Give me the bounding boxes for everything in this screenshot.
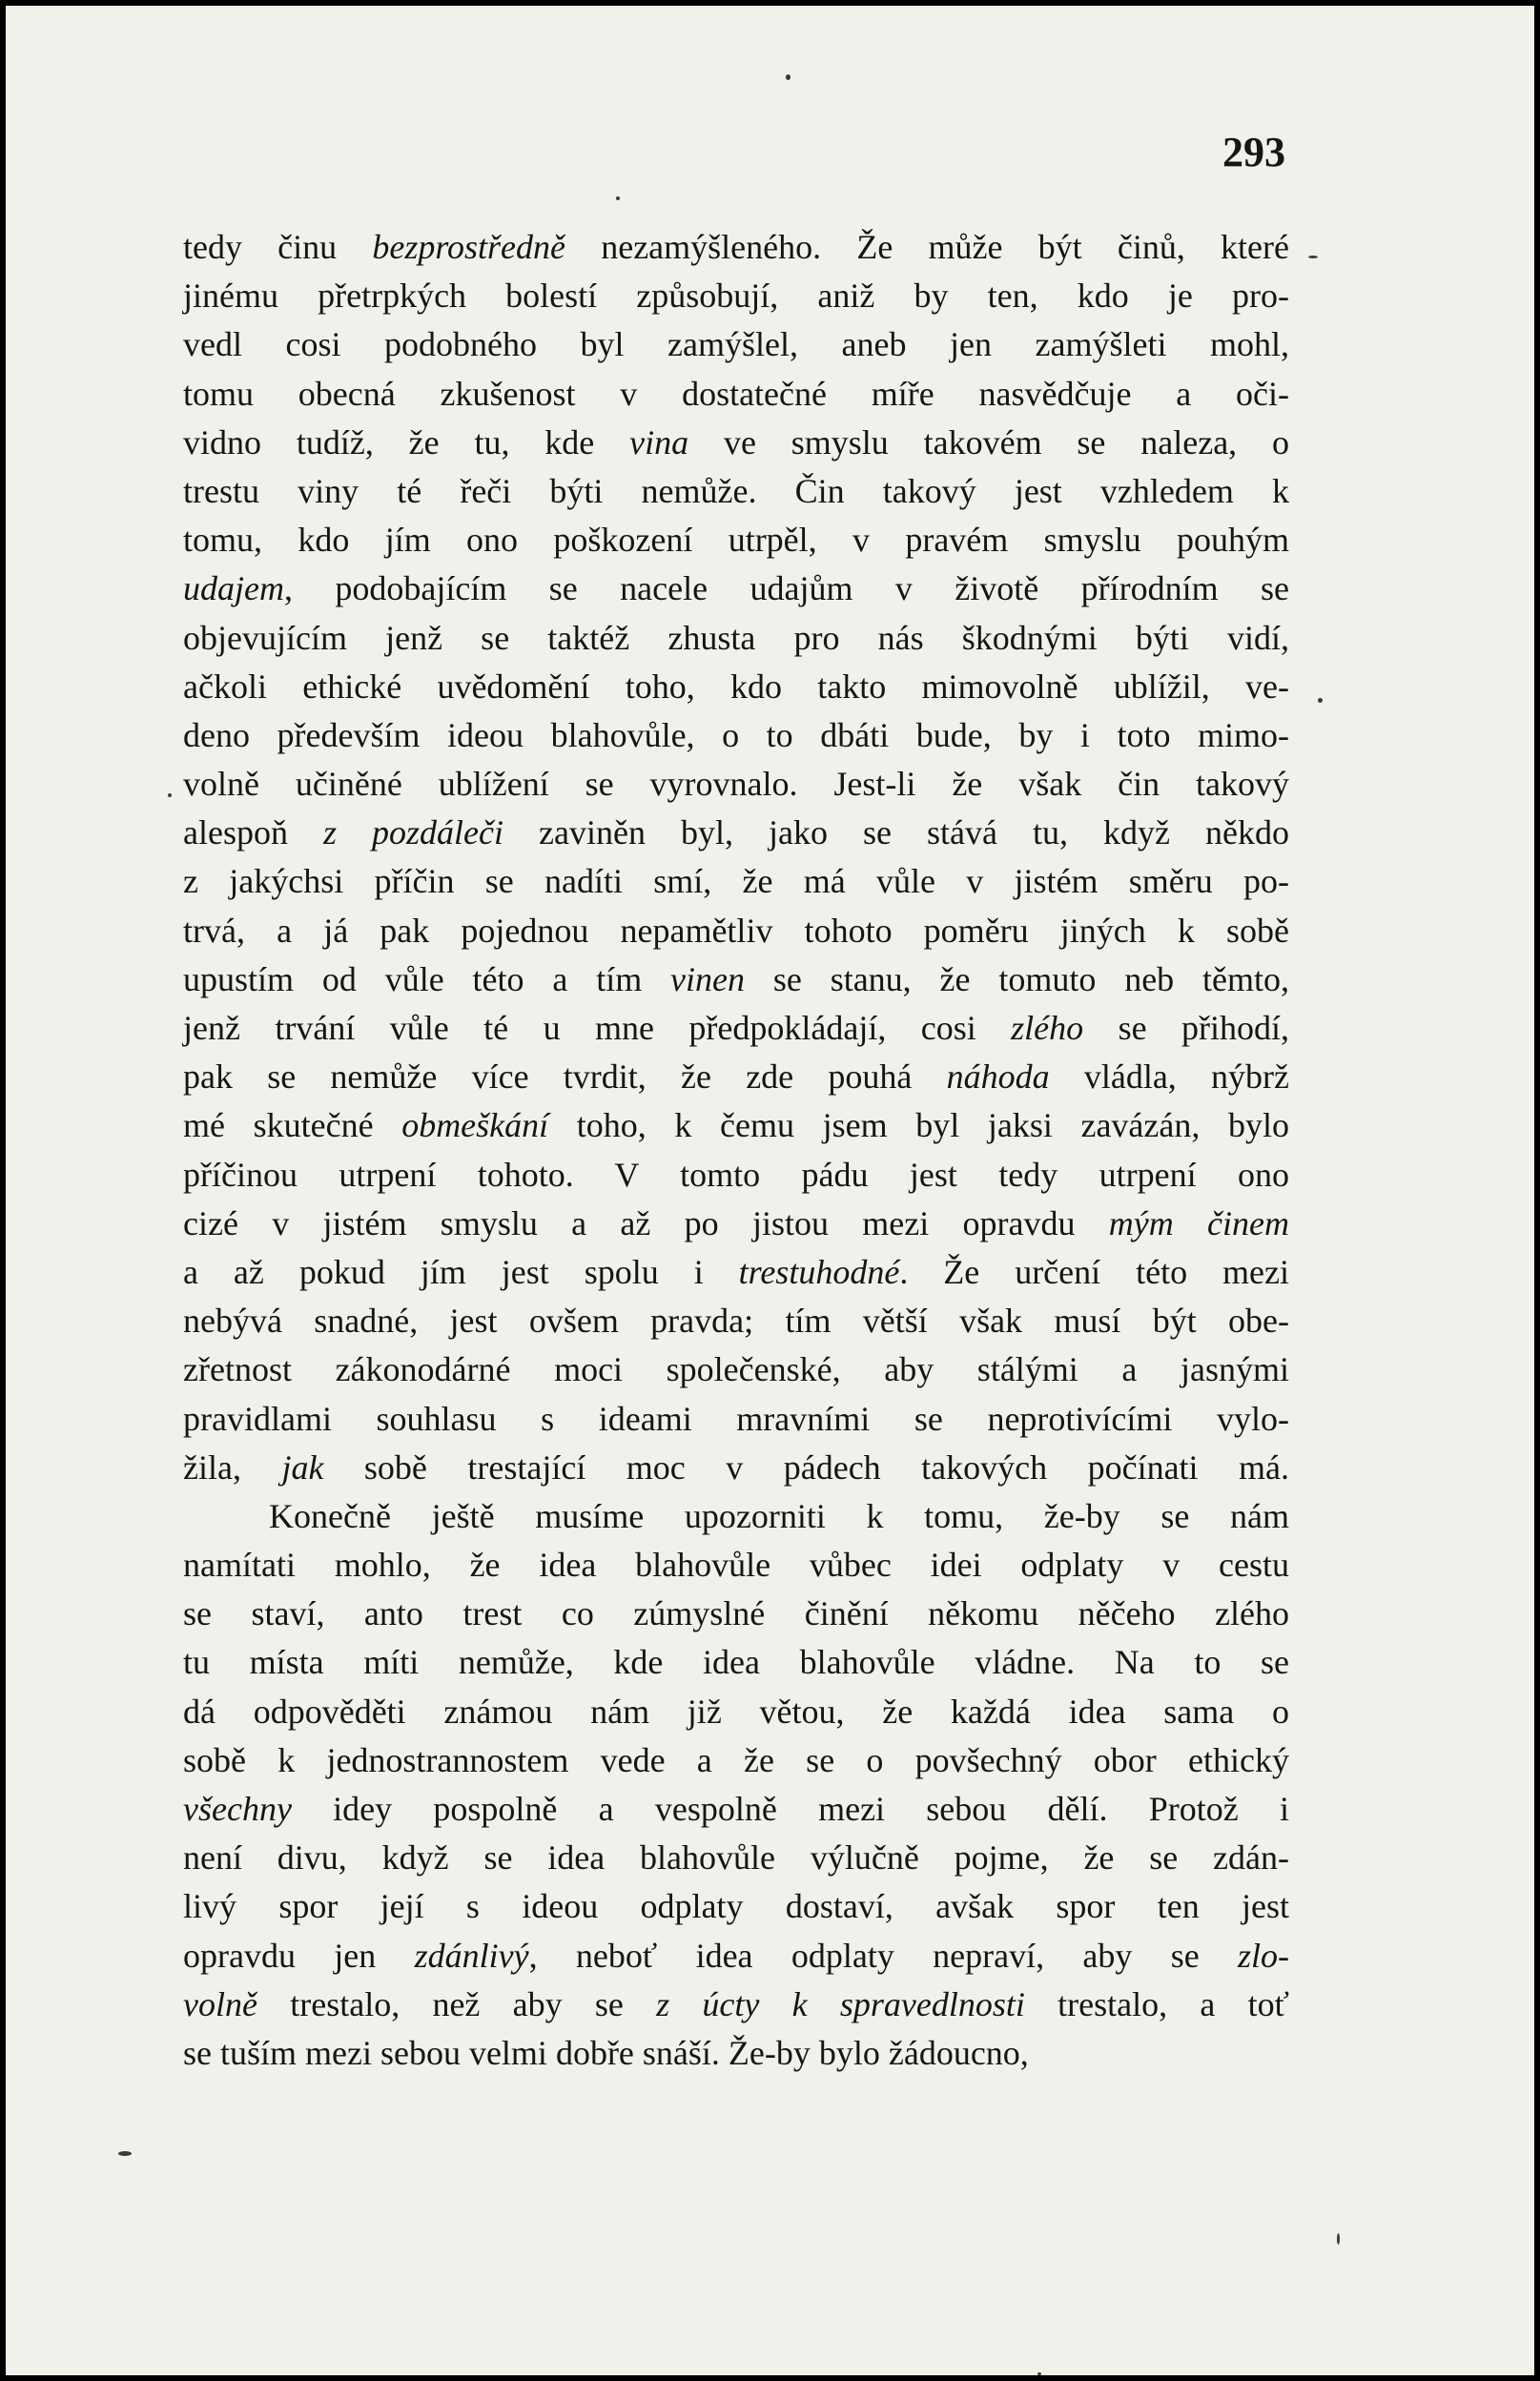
text-run: zaviněn byl, jako se stává tu, když někdo <box>503 813 1290 852</box>
text-run: vládla, nýbrž <box>1049 1057 1289 1097</box>
text-line <box>183 1200 1289 1248</box>
ink-speck <box>1318 698 1323 703</box>
text-line <box>183 907 1289 955</box>
text-run: vedl cosi podobného byl zamýšlel, aneb jen zamýšleti mohl, <box>183 325 1289 364</box>
italic-phrase: vina <box>629 422 689 462</box>
text-line <box>183 1932 1289 1981</box>
text-run: sobě k jednostrannostem vede a že se o povšechný obor ethický <box>183 1740 1289 1779</box>
text-line <box>183 1004 1289 1053</box>
text-run: nebývá snadné, jest ovšem pravda; tím větší však musí být obe- <box>183 1302 1289 1341</box>
text-line <box>183 1151 1289 1200</box>
text-line <box>183 711 1289 760</box>
text-line <box>183 419 1289 467</box>
italic-phrase: náhoda <box>946 1057 1050 1097</box>
text-run: cizé v jistém smyslu a až po jistou mezi opravdu <box>183 1203 1109 1242</box>
text-run: není divu, když se idea blahovůle výlučně pojme, že se zdán- <box>183 1838 1289 1878</box>
text-line <box>183 272 1289 320</box>
text-run: zřetnost zákonodárné moci společenské, aby stálými a jasnými <box>183 1350 1289 1389</box>
text-run: volně učiněné ublížení se vyrovnalo. Jest-li že však čin takový <box>183 765 1289 804</box>
text-line <box>183 1248 1289 1297</box>
text-run: trestalo, než aby se <box>257 1984 657 2023</box>
text-run: pak se nemůže více tvrdit, že zde pouhá <box>183 1057 947 1097</box>
text-line <box>183 1444 1289 1492</box>
text-run: jinému přetrpkých bolestí způsobují, aniž by ten, kdo je pro- <box>183 277 1289 316</box>
text-run: vidno tudíž, že tu, kde <box>183 422 630 462</box>
text-line <box>183 564 1289 613</box>
text-line <box>183 320 1289 369</box>
text-line <box>183 1785 1289 1834</box>
text-run: se stanu, že tomuto neb těmto, <box>745 959 1289 998</box>
text-run: toho, k čemu jsem byl jaksi zavázán, bylo <box>548 1106 1289 1145</box>
italic-phrase: mým činem <box>1108 1203 1289 1242</box>
text-line <box>183 663 1289 711</box>
text-run: tu místa míti nemůže, kde idea blahovůle vládne. Na to se <box>183 1643 1289 1682</box>
text-line <box>183 1688 1289 1736</box>
text-line <box>183 1834 1289 1882</box>
text-run: jenž trvání vůle té u mne předpokládají, cosi <box>183 1009 1012 1047</box>
text-run: z jakýchsi příčin se nadíti smí, že má vůle v jistém směru po- <box>183 862 1289 901</box>
body-text <box>183 223 1289 2078</box>
italic-phrase: jak <box>281 1447 324 1487</box>
text-run: příčinou utrpení tohoto. V tomto pádu jest tedy utrpení ono <box>183 1155 1289 1194</box>
text-run: pravidlami souhlasu s ideami mravními se neprotivícími vylo- <box>183 1399 1289 1438</box>
text-line <box>183 1541 1289 1590</box>
text-run: objevujícím jenž se taktéž zhusta pro nás škodnými býti vidí, <box>183 618 1289 657</box>
text-run: opravdu jen <box>183 1936 415 1975</box>
text-line <box>183 1638 1289 1687</box>
text-run: ve smyslu takovém se naleza, o <box>688 422 1290 462</box>
ink-speck <box>168 793 172 797</box>
ink-speck <box>786 74 791 80</box>
italic-phrase: obmeškání <box>401 1106 549 1145</box>
text-run: trestu viny té řeči býti nemůže. Čin takový jest vzhledem k <box>183 471 1289 510</box>
text-run: nezamýšleného. Že může být činů, které <box>565 228 1289 266</box>
text-run: , neboť idea odplaty nepraví, aby se <box>528 1936 1239 1975</box>
ink-speck <box>1037 2372 1041 2375</box>
text-line <box>183 467 1289 516</box>
text-run: tomu, kdo jím ono poškození utrpěl, v pravém smyslu pouhým <box>183 521 1289 560</box>
text-line <box>183 955 1289 1004</box>
italic-phrase: udajem <box>183 569 284 608</box>
text-run: alespoň <box>183 813 323 852</box>
text-line <box>183 1492 1289 1541</box>
text-run: se staví, anto trest co zúmyslné činění někomu něčeho zlého <box>183 1594 1289 1633</box>
italic-phrase: všechny <box>183 1790 292 1828</box>
text-run: upustím od vůle této a tím <box>183 959 671 998</box>
text-run: livý spor její s ideou odplaty dostaví, avšak spor ten jest <box>183 1887 1289 1926</box>
text-line <box>183 1882 1289 1931</box>
text-run: tedy činu <box>183 228 373 266</box>
book-page <box>6 6 1534 2375</box>
text-line <box>183 1736 1289 1785</box>
text-run: ačkoli ethické uvědomění toho, kdo takto mimovolně ublížil, ve- <box>183 667 1289 706</box>
text-run: namítati mohlo, že idea blahovůle vůbec idei odplaty v cestu <box>183 1546 1289 1585</box>
text-line <box>183 1981 1289 2029</box>
text-line <box>183 1345 1289 1394</box>
text-run: se přihodí, <box>1083 1009 1289 1047</box>
text-line <box>183 760 1289 809</box>
text-run: trvá, a já pak pojednou nepamětliv tohoto poměru jiných k sobě <box>183 911 1289 950</box>
text-run: trestalo, a toť <box>1024 1984 1289 2023</box>
text-line <box>183 223 1289 272</box>
text-line <box>183 614 1289 663</box>
page-number: 293 <box>1222 129 1285 175</box>
text-line <box>183 2029 1289 2078</box>
italic-phrase: z úcty k spravedlnosti <box>656 1984 1025 2023</box>
italic-phrase: trestuhodné <box>738 1252 900 1291</box>
ink-speck <box>1337 2233 1340 2245</box>
ink-speck <box>616 196 620 200</box>
italic-phrase: zdánlivý <box>414 1936 529 1975</box>
text-line <box>183 1297 1289 1345</box>
italic-phrase: z pozdáleči <box>323 813 504 852</box>
italic-phrase: bezprostředně <box>372 228 566 266</box>
text-run: se tuším mezi sebou velmi dobře snáší. Že-by bylo žádoucno, <box>183 2033 1029 2072</box>
text-line <box>183 857 1289 906</box>
text-run: deno především ideou blahovůle, o to dbáti bude, by i toto mimo- <box>183 715 1289 754</box>
text-run: a až pokud jím jest spolu i <box>183 1252 739 1291</box>
text-run: žila, <box>183 1447 282 1487</box>
text-line <box>183 1395 1289 1444</box>
text-line <box>183 809 1289 857</box>
ink-speck <box>1308 256 1318 258</box>
text-line <box>183 1101 1289 1150</box>
italic-phrase: zlého <box>1011 1009 1084 1047</box>
text-line <box>183 370 1289 419</box>
text-run: dá odpověděti známou nám již větou, že každá idea sama o <box>183 1692 1289 1731</box>
text-run: idey pospolně a vespolně mezi sebou dělí. Protož i <box>291 1790 1289 1828</box>
text-run: tomu obecná zkušenost v dostatečné míře nasvědčuje a oči- <box>183 374 1289 413</box>
text-line <box>183 516 1289 564</box>
text-line <box>183 1053 1289 1101</box>
italic-phrase: volně <box>183 1984 257 2023</box>
text-line <box>183 1590 1289 1638</box>
text-run: sobě trestající moc v pádech takových počínati má. <box>323 1447 1290 1487</box>
italic-phrase: vinen <box>670 959 746 998</box>
text-run: , podobajícím se nacele udajům v životě přírodním se <box>283 569 1289 608</box>
ink-speck <box>118 2151 132 2156</box>
text-run: . Že určení této mezi <box>899 1252 1290 1291</box>
text-run: Konečně ještě musíme upozorniti k tomu, že-by se nám <box>269 1496 1289 1535</box>
text-run: mé skutečné <box>183 1106 402 1145</box>
italic-phrase: zlo- <box>1238 1936 1290 1975</box>
